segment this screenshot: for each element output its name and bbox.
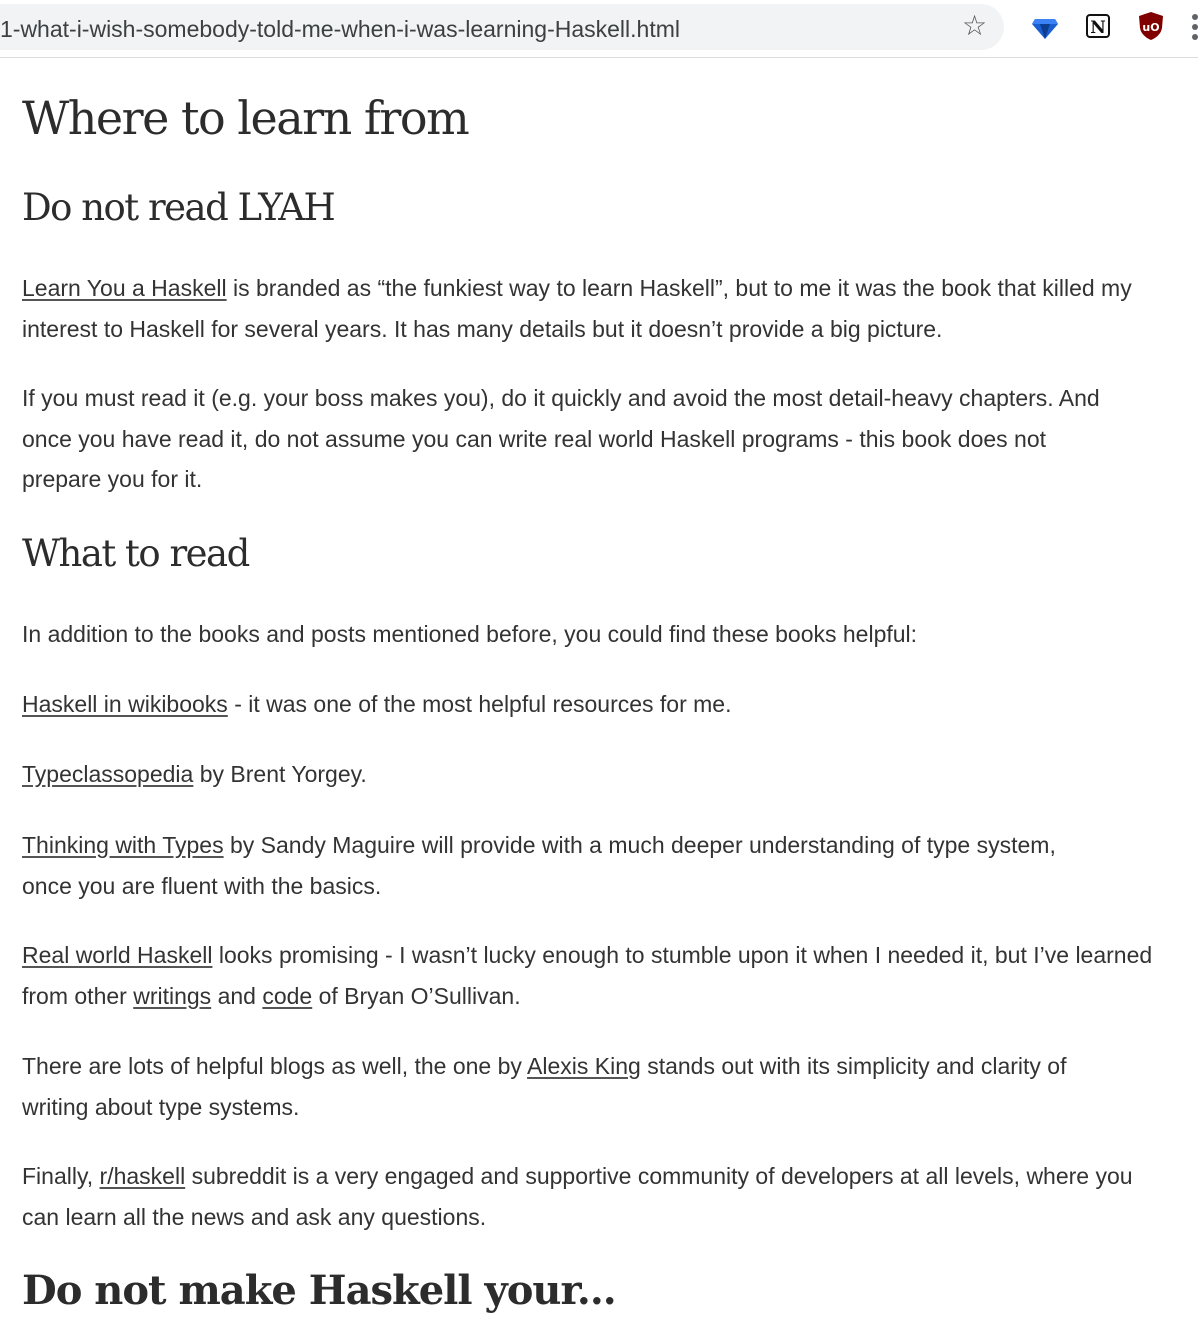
paragraph-text: is branded as “the funkiest way to learn Haskell”, but to me it was the book that killed my interest to Haskell for several years. It has many details but it doesn’t provide a big picture. xyxy=(22,275,1132,342)
diamond-extension-icon[interactable] xyxy=(1031,13,1059,41)
paragraph-intro: In addition to the books and posts mentioned before, you could find these books helpful: xyxy=(22,621,918,647)
paragraph-thinking-with-types xyxy=(22,825,1092,906)
paragraph-text: and xyxy=(211,982,263,1009)
link-typeclassopedia[interactable]: Typeclassopedia xyxy=(22,761,194,787)
notion-icon[interactable] xyxy=(1085,13,1111,39)
paragraph-text: by Sandy Maguire will provide with a much deeper understanding of type system, once you are fluent with the basics. xyxy=(22,832,1056,899)
link-alexis-king[interactable]: Alexis King xyxy=(527,1053,641,1079)
paragraph-real-world-haskell xyxy=(22,935,1162,1016)
svg-text:uO: uO xyxy=(1142,21,1160,34)
paragraph-text: subreddit is a very engaged and supportive community of developers at all levels, where you can learn all the news and ask any questions. xyxy=(22,1163,1133,1230)
link-haskell-in-wikibooks[interactable]: Haskell in wikibooks xyxy=(22,691,228,717)
paragraph-lyah xyxy=(22,268,1162,349)
browser-toolbar xyxy=(0,0,1198,58)
ublock-origin-icon[interactable] xyxy=(1137,11,1165,41)
paragraph-text: There are lots of helpful blogs as well, the one by xyxy=(22,1053,528,1079)
section-heading-do-not-read-lyah: Do not read LYAH xyxy=(22,186,335,229)
link-learn-you-a-haskell[interactable]: Learn You a Haskell xyxy=(22,275,227,301)
paragraph-text: stands out with its simplicity and clarity of writing about type systems. xyxy=(22,1053,1067,1120)
paragraph-reddit xyxy=(22,1156,1142,1237)
link-real-world-haskell[interactable]: Real world Haskell xyxy=(22,942,213,968)
link-writings[interactable]: writings xyxy=(133,982,212,1009)
paragraph-text: by Brent Yorgey. xyxy=(193,761,367,787)
link-code[interactable]: code xyxy=(262,982,313,1009)
paragraph-if-you-must: If you must read it (e.g. your boss makes you), do it quickly and avoid the most detail-heavy chapters. And once you have read it, do not assume you can write real world Haskell programs - this book does not prepare you for it. xyxy=(22,385,1100,492)
next-section-heading-partial: Do not make Haskell your... xyxy=(22,1267,616,1314)
link-thinking-with-types[interactable]: Thinking with Types xyxy=(22,832,224,858)
paragraph-text: of Bryan O’Sullivan. xyxy=(312,982,521,1009)
address-bar[interactable] xyxy=(0,4,1004,50)
paragraph-blogs xyxy=(22,1046,1102,1127)
paragraph-text: Finally, xyxy=(22,1163,100,1189)
section-heading-what-to-read: What to read xyxy=(22,532,249,575)
paragraph-text: - it was one of the most helpful resources for me. xyxy=(227,691,732,717)
svg-text:N: N xyxy=(1090,18,1106,38)
link-r-haskell[interactable]: r/haskell xyxy=(99,1163,186,1189)
url-text[interactable]: 1-what-i-wish-somebody-told-me-when-i-was-learning-Haskell.html xyxy=(0,16,680,42)
paragraph-text: looks promising - I wasn’t lucky enough to stumble upon it when I needed it, but I’ve learned from other xyxy=(22,942,1153,1009)
vertical-dots-menu-icon[interactable] xyxy=(1187,14,1198,44)
page-title: Where to learn from xyxy=(22,91,469,145)
paragraph-wikibooks xyxy=(22,684,1162,725)
paragraph-typeclassopedia xyxy=(22,754,1162,795)
star-icon[interactable]: ☆ xyxy=(962,9,988,42)
